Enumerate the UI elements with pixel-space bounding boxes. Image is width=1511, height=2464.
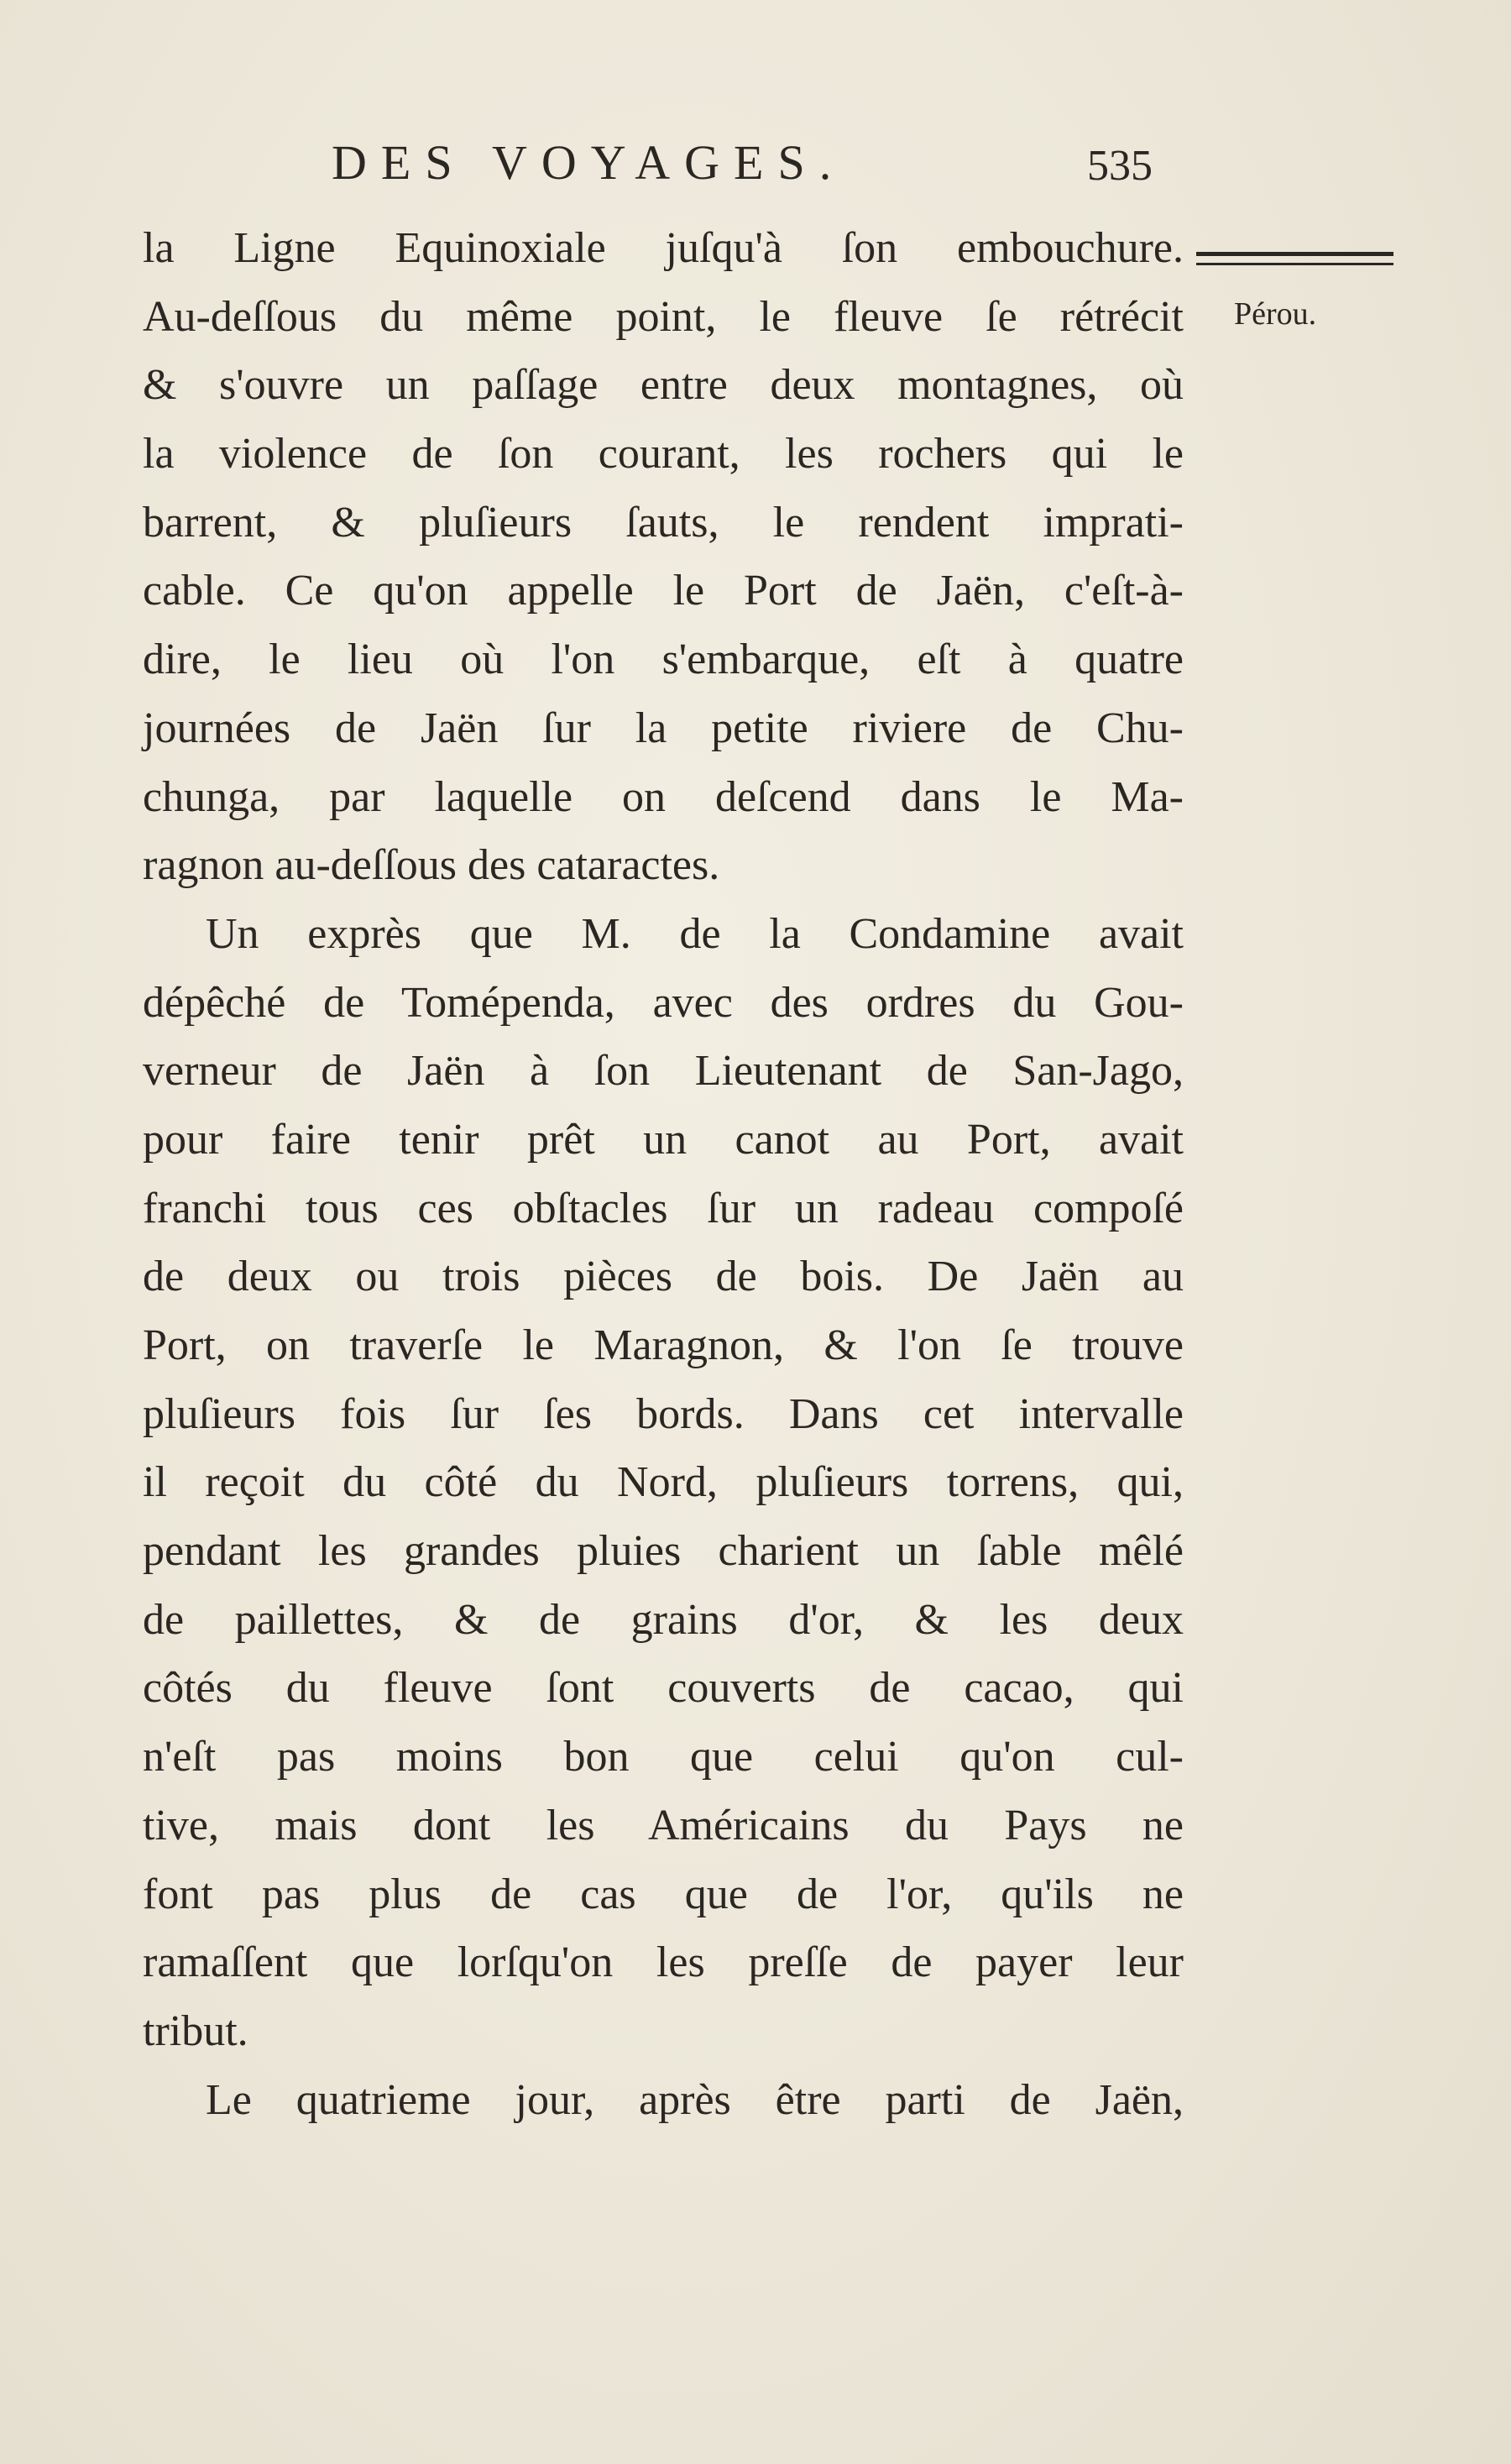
text-line: font pas plus de cas que de l'or, qu'ils ne (143, 1870, 1184, 1918)
margin-rule (1196, 252, 1393, 265)
text-line: franchi tous ces obſtacles ſur un radeau compoſé (143, 1184, 1184, 1232)
text-line: cable. Ce qu'on appelle le Port de Jaën, c'eſt-à- (143, 567, 1184, 615)
text-line: chunga, par laquelle on deſcend dans le Ma- (143, 772, 1184, 821)
margin-note: Pérou. (1234, 296, 1317, 332)
text-line: tive, mais dont les Américains du Pays ne (143, 1801, 1184, 1849)
text-line: ramaſſent que lorſqu'on les preſſe de payer leur (143, 1938, 1184, 1987)
text-line: ragnon au-deſſous des cataractes. (143, 841, 720, 890)
text-line: Port, on traverſe le Maragnon, & l'on ſe trouve (143, 1321, 1184, 1369)
text-line: & s'ouvre un paſſage entre deux montagnes, où (143, 361, 1184, 410)
text-line: barrent, & pluſieurs ſauts, le rendent imprati- (143, 498, 1184, 547)
text-line: Au-deſſous du même point, le fleuve ſe rétrécit (143, 292, 1184, 341)
page-number: 535 (1087, 142, 1153, 190)
text-line: n'eſt pas moins bon que celui qu'on cul- (143, 1733, 1184, 1781)
text-line: de deux ou trois pièces de bois. De Jaën au (143, 1253, 1184, 1301)
text-line: pour faire tenir prêt un canot au Port, avait (143, 1115, 1184, 1164)
running-title: DES VOYAGES. (332, 135, 846, 190)
text-line: dire, le lieu où l'on s'embarque, eſt à quatre (143, 636, 1184, 684)
page-header (332, 126, 1171, 201)
text-line: verneur de Jaën à ſon Lieutenant de San-Jago, (143, 1047, 1184, 1096)
text-line: de paillettes, & de grains d'or, & les deux (143, 1595, 1184, 1644)
text-line: Le quatrieme jour, après être parti de Jaën, (206, 2075, 1184, 2124)
text-line: journées de Jaën ſur la petite riviere de Chu- (143, 704, 1184, 752)
body-text (143, 214, 1184, 2134)
text-line: il reçoit du côté du Nord, pluſieurs torrens, qui, (143, 1458, 1184, 1507)
text-line: Un exprès que M. de la Condamine avait (206, 909, 1184, 958)
text-line: la Ligne Equinoxiale juſqu'à ſon embouchure. (143, 224, 1184, 272)
text-line: dépêché de Tomépenda, avec des ordres du Gou- (143, 978, 1184, 1027)
text-line: la violence de ſon courant, les rochers qui le (143, 430, 1184, 479)
text-line: pluſieurs fois ſur ſes bords. Dans cet intervalle (143, 1389, 1184, 1438)
text-line: pendant les grandes pluies charient un ſable mêlé (143, 1527, 1184, 1576)
text-line: côtés du fleuve ſont couverts de cacao, qui (143, 1664, 1184, 1713)
text-line: tribut. (143, 2006, 248, 2055)
